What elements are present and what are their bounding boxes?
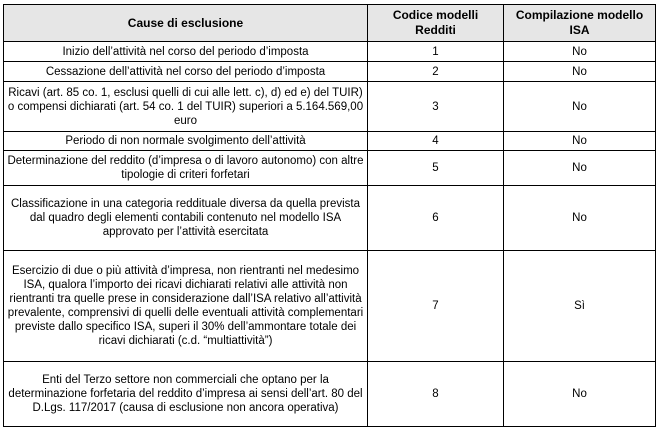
- code-cell: 3: [368, 82, 504, 132]
- code-cell: 8: [368, 362, 504, 427]
- cause-cell: Periodo di non normale svolgimento dell’attività: [4, 132, 368, 151]
- cause-cell: Ricavi (art. 85 co. 1, esclusi quelli di cui alle lett. c), d) ed e) del TUIR) o compensi dichiarati (art. 54 co. 1 del TUIR) superiori a 5.164.569,00 euro: [4, 82, 368, 132]
- isa-cell: No: [504, 151, 656, 186]
- isa-cell: Sì: [504, 251, 656, 362]
- code-cell: 6: [368, 186, 504, 251]
- cause-cell: Determinazione del reddito (d’impresa o di lavoro autonomo) con altre tipologie di criteri forfetari: [4, 151, 368, 186]
- code-cell: 4: [368, 132, 504, 151]
- cause-cell: Classificazione in una categoria reddituale diversa da quella prevista dal quadro degli elementi contabili contenuto nel modello ISA approvato per l’attività esercitata: [4, 186, 368, 251]
- isa-cell: No: [504, 62, 656, 82]
- cause-cell: Inizio dell’attività nel corso del periodo d’imposta: [4, 42, 368, 62]
- isa-cell: No: [504, 132, 656, 151]
- table-row: [4, 42, 656, 62]
- isa-cell: No: [504, 362, 656, 427]
- table-row: [4, 186, 656, 251]
- cause-cell: Enti del Terzo settore non commerciali che optano per la determinazione forfetaria del reddito d’impresa ai sensi dell’art. 80 del D.Lgs. 117/2017 (causa di esclusione non ancora operativa): [4, 362, 368, 427]
- code-cell: 5: [368, 151, 504, 186]
- cause-cell: Cessazione dell’attività nel corso del periodo d’imposta: [4, 62, 368, 82]
- table-row: [4, 362, 656, 427]
- code-cell: 1: [368, 42, 504, 62]
- table-row: [4, 132, 656, 151]
- header-code: Codice modelli Redditi: [368, 5, 504, 42]
- exclusion-causes-table: [3, 4, 656, 427]
- table-row: [4, 62, 656, 82]
- isa-cell: No: [504, 42, 656, 62]
- table-header-row: [4, 5, 656, 42]
- isa-cell: No: [504, 82, 656, 132]
- header-cause: Cause di esclusione: [4, 5, 368, 42]
- isa-cell: No: [504, 186, 656, 251]
- code-cell: 7: [368, 251, 504, 362]
- code-cell: 2: [368, 62, 504, 82]
- cause-cell: Esercizio di due o più attività d’impresa, non rientranti nel medesimo ISA, qualora l’importo dei ricavi dichiarati relativi alle attività non rientranti tra quelle prese in considerazione dall’ISA relativo all’attività prevalente, comprensivi di quelli delle eventuali attività complementari previste dallo specifico ISA, superi il 30% dell’ammontare totale dei ricavi dichiarati (c.d. “multiattività”): [4, 251, 368, 362]
- table-row: [4, 82, 656, 132]
- header-isa: Compilazione modello ISA: [504, 5, 656, 42]
- table-row: [4, 251, 656, 362]
- table-row: [4, 151, 656, 186]
